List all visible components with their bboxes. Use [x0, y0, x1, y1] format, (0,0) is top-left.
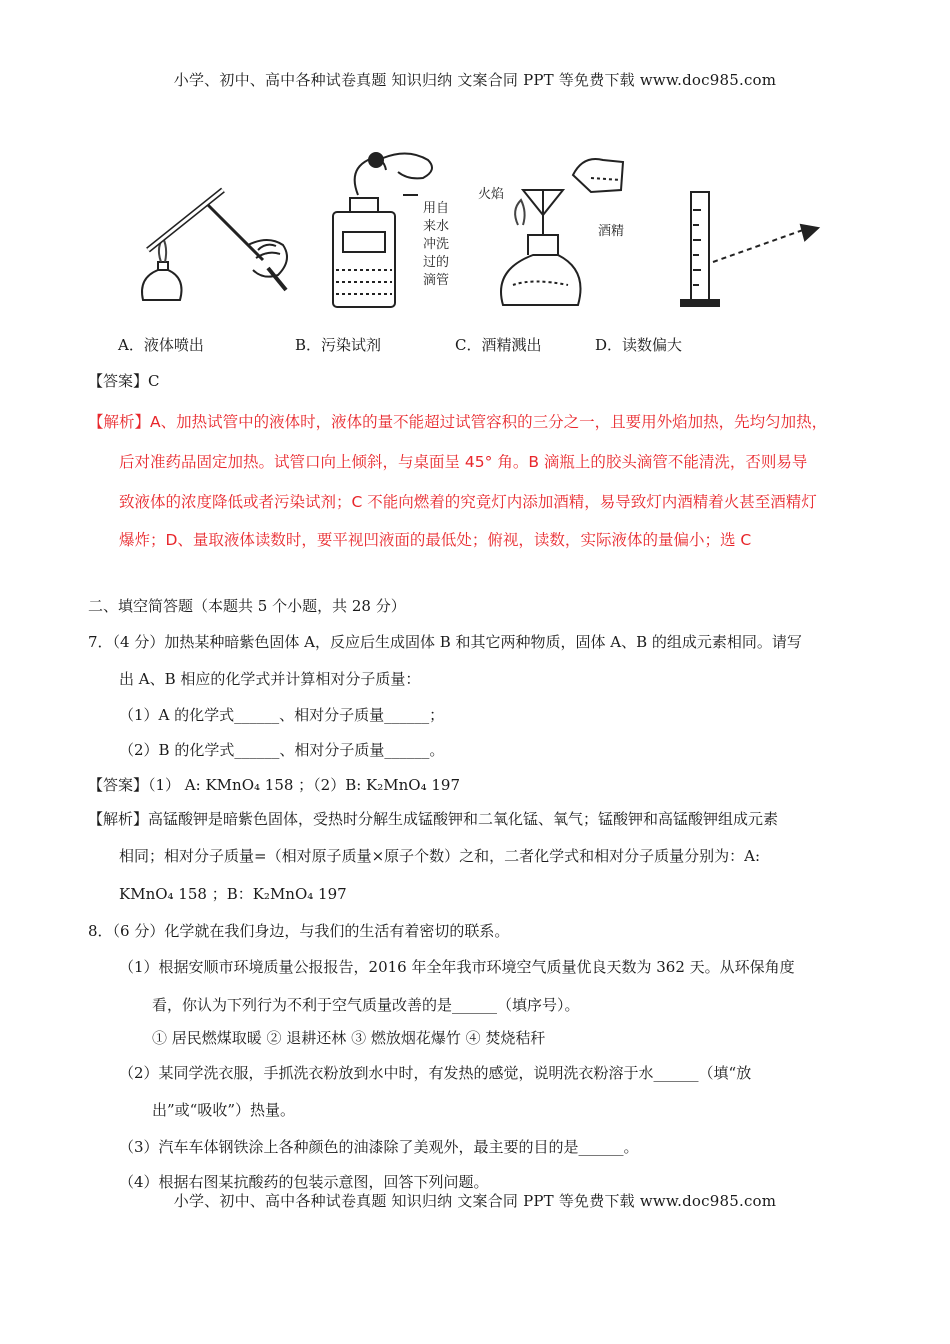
q7-stem-2: 出 A、B 相应的化学式并计算相对分子质量：	[119, 670, 421, 688]
section-2-title: 二、填空简答题（本题共 5 个小题，共 28 分）	[88, 597, 406, 615]
fig-c-flame-label: 火焰	[478, 187, 505, 202]
q8-part-4: （4）根据右图某抗酸药的包装示意图，回答下列问题。	[119, 1173, 489, 1191]
q7-sub-2: （2）B 的化学式______、相对分子质量______。	[119, 741, 445, 759]
q7-analysis-1: 【解析】高锰酸钾是暗紫色固体，受热时分解生成锰酸钾和二氧化锰、氧气；锰酸钾和高锰酸钾组成元素	[88, 810, 779, 828]
figure-c-alcohol-lamp	[473, 150, 648, 310]
fig-b-label-1: 用自	[423, 201, 450, 216]
q8-part-3: （3）汽车车体钢铁涂上各种颜色的油漆除了美观外，最主要的目的是______。	[119, 1138, 639, 1156]
figure-b-dropper-bottle	[328, 150, 478, 310]
q6-analysis-line-3: 致液体的浓度降低或者污染试剂；C 不能向燃着的究竟灯内添加酒精，易导致灯内酒精着火甚至酒精灯	[119, 493, 817, 511]
q6-analysis-line-4: 爆炸；D、量取液体读数时，要平视凹液面的最低处；俯视，读数，实际液体的量偏小；选 C	[119, 531, 752, 549]
q7-analysis-3: KMnO₄ 158 ；B：K₂MnO₄ 197	[119, 885, 347, 903]
q6-answer: 【答案】C	[88, 372, 160, 390]
fig-b-label-4: 过的	[423, 255, 450, 270]
q8-part-2b: 出”或“吸收”）热量。	[152, 1101, 296, 1119]
option-c: C．酒精溅出	[455, 336, 542, 354]
q8-part-1b: 看，你认为下列行为不利于空气质量改善的是______（填序号）。	[152, 996, 580, 1014]
page-header: 小学、初中、高中各种试卷真题 知识归纳 文案合同 PPT 等免费下载 www.doc985.com	[173, 71, 777, 89]
q6-analysis-line-2: 后对准药品固定加热。试管口向上倾斜，与桌面呈 45° 角。B 滴瓶上的胶头滴管不能清洗，否则易导	[119, 453, 808, 471]
option-d: D．读数偏大	[595, 336, 683, 354]
lab-figures	[128, 150, 828, 310]
q8-part-1a: （1）根据安顺市环境质量公报报告，2016 年全年我市环境空气质量优良天数为 362 天。从环保角度	[119, 958, 795, 976]
option-a: A．液体喷出	[118, 336, 204, 354]
q8-part-1-choices: ① 居民燃煤取暖 ② 退耕还林 ③ 燃放烟花爆竹 ④ 焚烧秸秆	[152, 1029, 546, 1047]
fig-b-label-2: 来水	[423, 219, 450, 234]
fig-c-alcohol-label: 酒精	[598, 224, 625, 239]
figure-a-heating-tube	[128, 150, 298, 310]
fig-b-label-3: 冲洗	[423, 237, 450, 252]
q7-analysis-2: 相同；相对分子质量=（相对原子质量×原子个数）之和，二者化学式和相对分子质量分别为：A:	[119, 847, 761, 865]
q7-sub-1: （1）A 的化学式______、相对分子质量______；	[119, 706, 445, 724]
fig-b-label-5: 滴管	[423, 273, 450, 288]
figure-d-graduated-cylinder	[673, 150, 823, 310]
q6-analysis-line-1: 【解析】A、加热试管中的液体时，液体的量不能超过试管容积的三分之一，且要用外焰加热，先均匀加热，	[88, 413, 828, 431]
q7-stem-1: 7．（4 分）加热某种暗紫色固体 A，反应后生成固体 B 和其它两种物质，固体 A、B 的组成元素相同。请写	[88, 633, 802, 651]
option-b: B．污染试剂	[295, 336, 382, 354]
q7-answer: 【答案】（1） A: KMnO₄ 158 ；（2）B: K₂MnO₄ 197	[88, 776, 461, 794]
q8-part-2a: （2）某同学洗衣服，手抓洗衣粉放到水中时，有发热的感觉，说明洗衣粉溶于水______（填“放	[119, 1064, 752, 1082]
q8-stem: 8．（6 分）化学就在我们身边，与我们的生活有着密切的联系。	[88, 922, 510, 940]
page-footer: 小学、初中、高中各种试卷真题 知识归纳 文案合同 PPT 等免费下载 www.doc985.com	[173, 1192, 777, 1210]
